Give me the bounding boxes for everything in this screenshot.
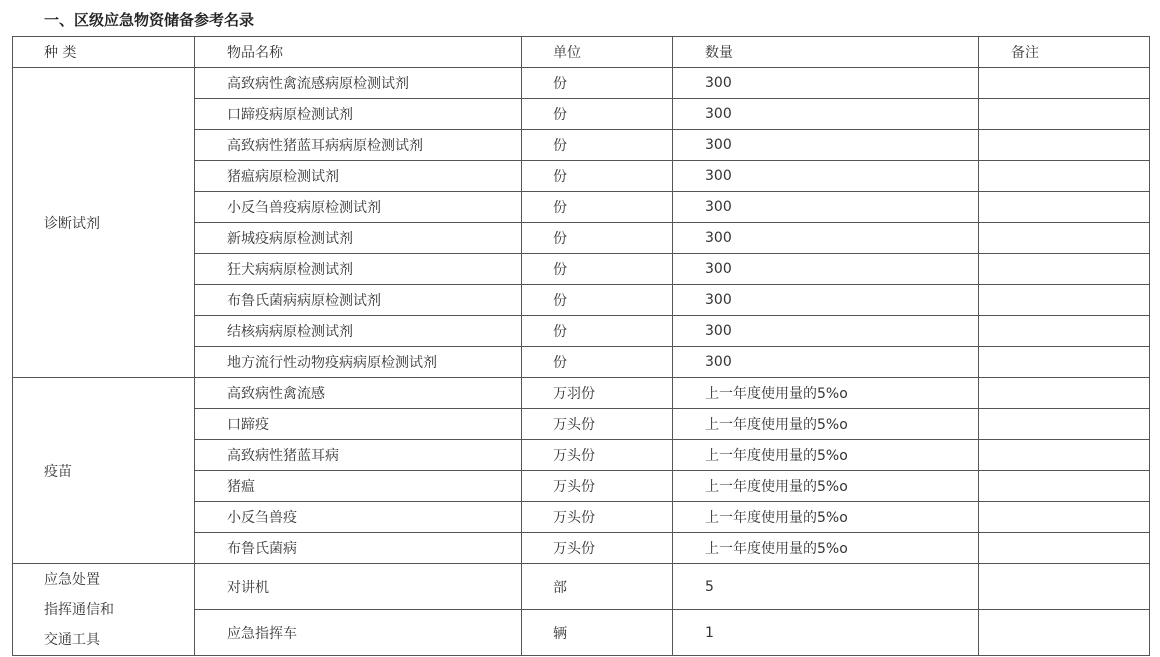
item-unit: 份 (522, 192, 673, 223)
item-remarks (979, 192, 1150, 223)
item-name: 对讲机 (195, 564, 522, 610)
item-quantity: 300 (673, 99, 979, 130)
item-remarks (979, 440, 1150, 471)
item-remarks (979, 378, 1150, 409)
table-row (13, 68, 1150, 99)
item-quantity: 上一年度使用量的5%o (673, 440, 979, 471)
section-title: 一、区级应急物资储备参考名录 (44, 11, 255, 29)
item-remarks (979, 533, 1150, 564)
item-name: 布鲁氏菌病 (195, 533, 522, 564)
item-name: 口蹄疫 (195, 409, 522, 440)
item-quantity: 5 (673, 564, 979, 610)
item-quantity: 300 (673, 130, 979, 161)
table-row (13, 564, 1150, 610)
emergency-supplies-table (12, 36, 1150, 656)
category-line: 指挥通信和 (44, 601, 114, 618)
item-unit: 万头份 (522, 409, 673, 440)
category-line: 应急处置 (44, 571, 100, 588)
item-name: 布鲁氏菌病病原检测试剂 (195, 285, 522, 316)
item-quantity: 300 (673, 254, 979, 285)
table-row (13, 378, 1150, 409)
item-unit: 辆 (522, 610, 673, 656)
item-remarks (979, 223, 1150, 254)
item-remarks (979, 564, 1150, 610)
header-quantity: 数量 (673, 37, 979, 68)
item-remarks (979, 409, 1150, 440)
item-quantity: 上一年度使用量的5%o (673, 471, 979, 502)
item-unit: 份 (522, 130, 673, 161)
item-unit: 份 (522, 285, 673, 316)
item-unit: 万头份 (522, 533, 673, 564)
item-name: 高致病性禽流感病原检测试剂 (195, 68, 522, 99)
item-unit: 部 (522, 564, 673, 610)
item-remarks (979, 99, 1150, 130)
item-quantity: 300 (673, 347, 979, 378)
item-unit: 万头份 (522, 471, 673, 502)
item-name: 应急指挥车 (195, 610, 522, 656)
category-cell (13, 564, 195, 656)
item-unit: 份 (522, 99, 673, 130)
item-name: 猪瘟 (195, 471, 522, 502)
item-remarks (979, 471, 1150, 502)
item-name: 小反刍兽疫 (195, 502, 522, 533)
item-remarks (979, 347, 1150, 378)
header-item-name: 物品名称 (195, 37, 522, 68)
category-cell: 疫苗 (13, 378, 195, 564)
item-unit: 份 (522, 254, 673, 285)
item-remarks (979, 161, 1150, 192)
item-quantity: 300 (673, 68, 979, 99)
item-name: 高致病性猪蓝耳病 (195, 440, 522, 471)
header-category: 种 类 (13, 37, 195, 68)
item-name: 狂犬病病原检测试剂 (195, 254, 522, 285)
item-unit: 份 (522, 161, 673, 192)
item-remarks (979, 68, 1150, 99)
item-unit: 份 (522, 316, 673, 347)
item-quantity: 300 (673, 285, 979, 316)
table-header-row (13, 37, 1150, 68)
item-name: 高致病性猪蓝耳病病原检测试剂 (195, 130, 522, 161)
header-unit: 单位 (522, 37, 673, 68)
item-name: 高致病性禽流感 (195, 378, 522, 409)
item-quantity: 300 (673, 192, 979, 223)
item-quantity: 上一年度使用量的5%o (673, 378, 979, 409)
item-remarks (979, 316, 1150, 347)
item-unit: 份 (522, 347, 673, 378)
item-name: 小反刍兽疫病原检测试剂 (195, 192, 522, 223)
item-remarks (979, 130, 1150, 161)
item-quantity: 300 (673, 316, 979, 347)
item-remarks (979, 285, 1150, 316)
item-remarks (979, 610, 1150, 656)
category-cell: 诊断试剂 (13, 68, 195, 378)
item-quantity: 1 (673, 610, 979, 656)
item-quantity: 上一年度使用量的5%o (673, 533, 979, 564)
item-unit: 份 (522, 68, 673, 99)
item-quantity: 上一年度使用量的5%o (673, 502, 979, 533)
item-name: 新城疫病原检测试剂 (195, 223, 522, 254)
category-line: 交通工具 (44, 631, 100, 648)
item-remarks (979, 254, 1150, 285)
item-quantity: 上一年度使用量的5%o (673, 409, 979, 440)
item-unit: 万羽份 (522, 378, 673, 409)
item-unit: 万头份 (522, 440, 673, 471)
item-unit: 份 (522, 223, 673, 254)
item-name: 猪瘟病原检测试剂 (195, 161, 522, 192)
item-remarks (979, 502, 1150, 533)
item-name: 口蹄疫病原检测试剂 (195, 99, 522, 130)
item-quantity: 300 (673, 161, 979, 192)
item-name: 结核病病原检测试剂 (195, 316, 522, 347)
item-name: 地方流行性动物疫病病原检测试剂 (195, 347, 522, 378)
item-quantity: 300 (673, 223, 979, 254)
header-remarks: 备注 (979, 37, 1150, 68)
item-unit: 万头份 (522, 502, 673, 533)
